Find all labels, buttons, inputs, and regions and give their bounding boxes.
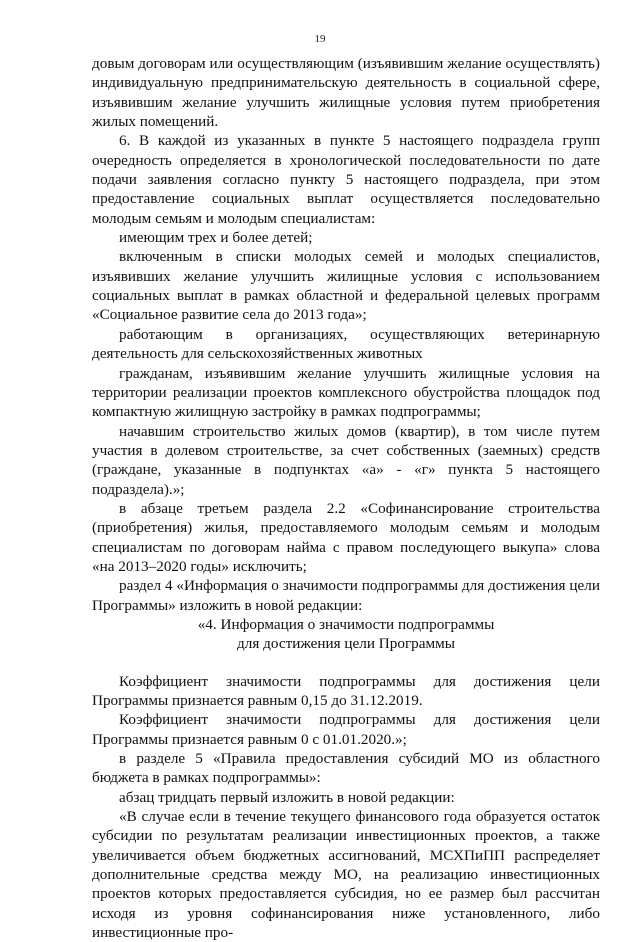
paragraph-1: довым договорам или осуществляющим (изъявившим желание осуществлять) индивидуальную предпринимательскую деятельность в социальной сфере, изъявившим желание улучшить жилищные условия путем приобретения жилых помещений. <box>92 55 600 131</box>
paragraph-4: включенным в списки молодых семей и молодых специалистов, изъявивших желание улучшить жилищные условия с использованием социальных выплат в рамках областной и федеральной целевых программ «Социальное развитие села до 2013 года»; <box>92 248 600 324</box>
document-body <box>92 54 600 942</box>
section-heading-line-1: «4. Информация о значимости подпрограммы <box>197 615 495 633</box>
paragraph-10: Коэффициент значимости подпрограммы для достижения цели Программы признается равным 0,15 до 31.12.2019. <box>92 672 600 709</box>
page-number: 19 <box>314 33 326 45</box>
paragraph-3: имеющим трех и более детей; <box>119 229 313 247</box>
paragraph-11: Коэффициент значимости подпрограммы для достижения цели Программы признается равным 0 с 01.01.2020.»; <box>92 711 600 748</box>
paragraph-14: «В случае если в течение текущего финансового года образуется остаток субсидии по результатам реализации инвестиционных проектов, а также увеличивается объем бюджетных ассигнований, МСХПиПП распределяет дополнительные средства между МО, на реализацию инвестиционных проектов которых предоставляется субсидия, но ее размер был рассчитан исходя из уровня софинансирования ниже установленного, либо инвестиционные про- <box>92 808 600 942</box>
paragraph-13: абзац тридцать первый изложить в новой редакции: <box>119 788 455 806</box>
paragraph-6: гражданам, изъявившим желание улучшить жилищные условия на территории реализации проектов комплексного обустройства площадок под компактную жилищную застройку в рамках подпрограммы; <box>92 364 600 421</box>
paragraph-9: раздел 4 «Информация о значимости подпрограммы для достижения цели Программы» изложить в новой редакции: <box>92 577 600 614</box>
heading-spacer <box>92 654 600 672</box>
paragraph-7: начавшим строительство жилых домов (квартир), в том числе путем участия в долевом строительстве, за счет собственных (заемных) средств (граждане, указанные в подпунктах «а» - «г» пункта 5 настоящего подраздела).»; <box>92 422 600 498</box>
paragraph-2: 6. В каждой из указанных в пункте 5 настоящего подраздела групп очередность определяется в хронологической последовательности по дате подачи заявления согласно пункту 5 настоящего подраздела, при этом предоставление социальных выплат осуществляется последовательно молодым семьям и молодым специалистам: <box>92 132 600 227</box>
section-heading-line-2: для достижения цели Программы <box>237 635 455 653</box>
paragraph-8: в абзаце третьем раздела 2.2 «Софинансирование строительства (приобретения) жилья, предоставляемого молодым семьям и молодым специалистам по договорам найма с правом последующего выкупа» слова «на 2013–2020 годы» исключить; <box>92 499 600 575</box>
paragraph-12: в разделе 5 «Правила предоставления субсидий МО из областного бюджета в рамках подпрограммы»: <box>92 750 600 787</box>
paragraph-5: работающим в организациях, осуществляющих ветеринарную деятельность для сельскохозяйственных животных <box>92 325 600 363</box>
